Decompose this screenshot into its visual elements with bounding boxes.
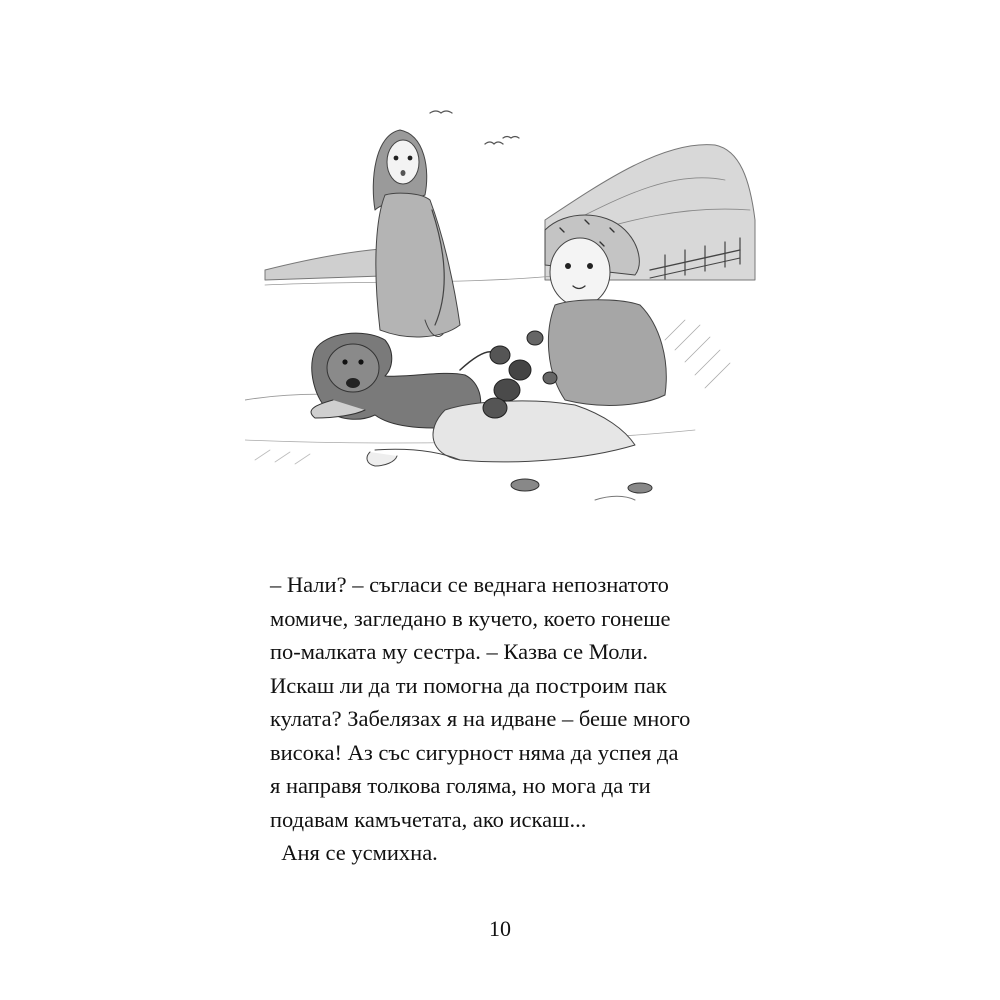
text-line: подавам камъчетата, ако искаш... (270, 806, 587, 832)
beach-scene-illustration (245, 100, 785, 520)
text-line: Искаш ли да ти помогна да построим пак (270, 672, 667, 698)
story-paragraph (270, 568, 790, 870)
page-number: 10 (489, 916, 511, 941)
text-line: – Нали? – съгласи се веднага непознатото (270, 572, 669, 597)
text-line: висока! Аз със сигурност няма да успея да (270, 739, 679, 765)
bird-icon (485, 142, 503, 144)
text-line: кулата? Забелязах я на идване – беше много (270, 706, 691, 731)
text-line: по-малката му сестра. – Казва се Моли. (270, 639, 649, 664)
standing-girl-figure (373, 130, 460, 337)
text-line: момиче, загледано в кучето, което гонеше (270, 605, 671, 631)
text-line: Аня се усмихна. (270, 840, 438, 865)
text-line: я направя толкова голяма, но мога да ти (270, 773, 651, 798)
bird-icon (503, 137, 519, 139)
bird-icon (430, 111, 452, 113)
